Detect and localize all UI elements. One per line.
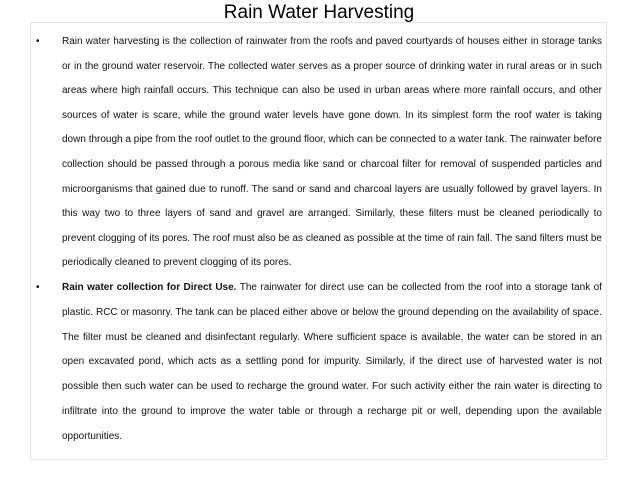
bullet-dot-icon: •	[36, 36, 40, 47]
page-title: Rain Water Harvesting	[223, 2, 415, 23]
bullet-body: The rainwater for direct use can be collected from the roof into a storage tank of plastic. RCC or masonry. The tank can be placed either above or below the ground depending on the availability of space. The filter must be cleaned and disinfectant regularly. Where sufficient space is available, the water can be stored in an open excavated pond, which acts as a settling pond for impurity. Similarly, if the direct use of harvested water is not possible then such water can be used to recharge the ground water. For such activity either the rain water is directing to infiltrate into the ground to improve the water table or through a recharge pit or well, depending upon the available opportunities.	[62, 282, 602, 442]
bullet-body: Rain water harvesting is the collection of rainwater from the roofs and paved courtyards of houses either in storage tanks or in the ground water reservoir. The collected water serves as a proper source of drinking water in rural areas or in such areas where high rainfall occurs. This technique can also be used in urban areas where more rainfall occurs, and other sources of water is scare, while the ground water levels have gone down. In its simplest form the roof water is taking down through a pipe from the roof outlet to the ground floor, which can be connected to a water tank. The rainwater before collection should be passed through a porous media like sand or charcoal filter for removal of suspended particles and microorganisms that gained due to runoff. The sand or sand and charcoal layers are usually followed by gravel layers. In this way two to three layers of sand and gravel are arranged. Similarly, these filters must be cleaned periodically to prevent clogging of its pores. The roof must also be as cleaned as possible at the time of rain fall. The sand filters must be periodically cleaned to prevent clogging of its pores.	[62, 36, 602, 269]
bullet-paragraph	[62, 30, 602, 276]
bullet-dot-icon: •	[36, 282, 40, 293]
bullet-lead: Rain water collection for Direct Use.	[62, 282, 237, 293]
bullet-paragraph	[62, 276, 602, 450]
